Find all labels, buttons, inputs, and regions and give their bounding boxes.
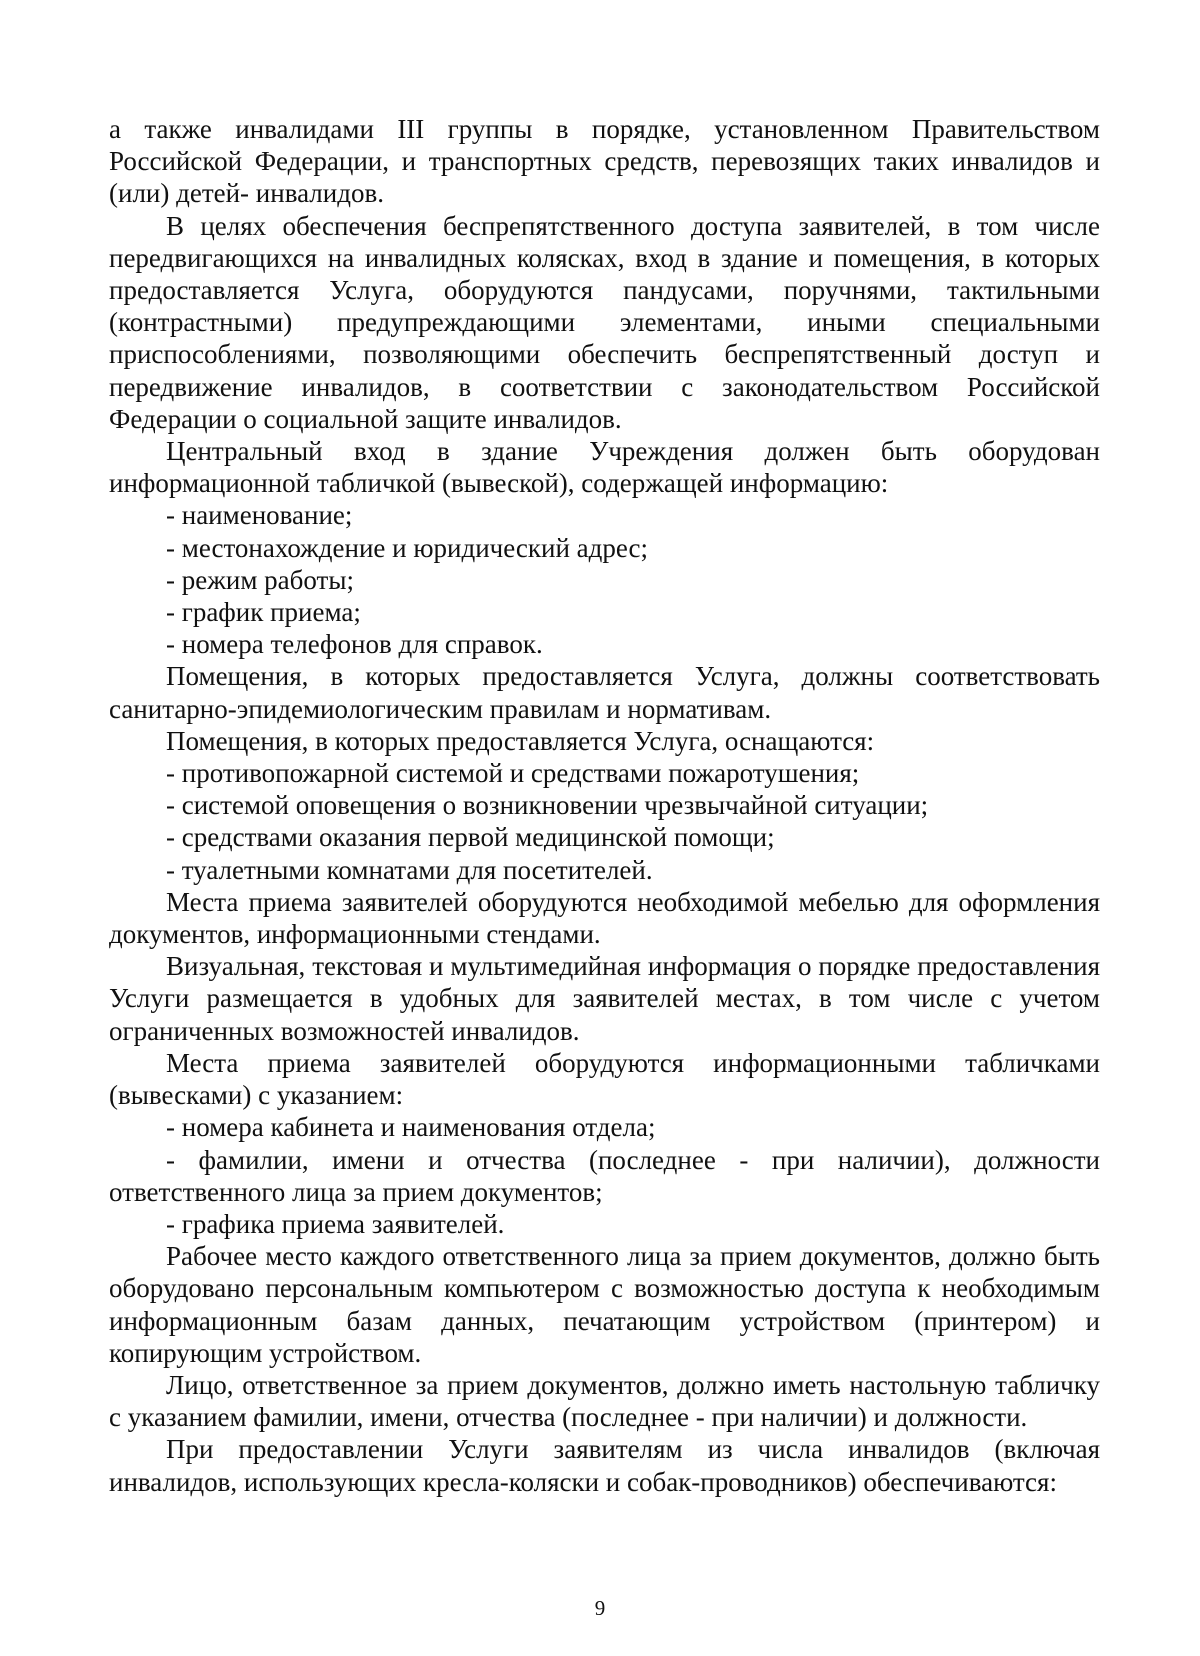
paragraph-furniture: Места приема заявителей оборудуются необходимой мебелью для оформления документов, информационными стендами. bbox=[109, 886, 1100, 950]
list-item: - фамилии, имени и отчества (последнее - при наличии), должности ответственного лица за прием документов; bbox=[109, 1144, 1100, 1207]
page-number: 9 bbox=[594, 1596, 606, 1620]
list-item: - системой оповещения о возникновении чрезвычайной ситуации; bbox=[166, 790, 929, 821]
paragraph-desk-sign: Лицо, ответственное за прием документов, должно иметь настольную табличку с указанием фамилии, имени, отчества (последнее - при наличии) и должности. bbox=[109, 1369, 1100, 1433]
paragraph-disabled-services: При предоставлении Услуги заявителям из числа инвалидов (включая инвалидов, использующих кресла-коляски и собак-проводников) обеспечиваются: bbox=[109, 1434, 1100, 1497]
paragraph-information: Визуальная, текстовая и мультимедийная информация о порядке предоставления Услуги размещается в удобных для заявителей местах, в том числе с учетом ограниченных возможностей инвалидов. bbox=[109, 951, 1100, 1046]
paragraph-accessibility: В целях обеспечения беспрепятственного доступа заявителей, в том числе передвигающихся на инвалидных колясках, вход в здание и помещения, в которых предоставляется Услуга, оборудуются пандусами, поручнями, тактильными (контрастными) предупреждающими элементами, иными специальными приспособлениями, позволяющими обеспечить беспрепятственный доступ и передвижение инвалидов, в соответствии с законодательством Российской Федерации о социальной защите инвалидов. bbox=[109, 210, 1100, 434]
list-item: - местонахождение и юридический адрес; bbox=[166, 532, 649, 563]
paragraph-workplace: Рабочее место каждого ответственного лица за прием документов, должно быть оборудовано персональным компьютером с возможностью доступа к необходимым информационным базам данных, печатающим устройством (принтером) и копирующим устройством. bbox=[109, 1241, 1100, 1368]
list-item: - средствами оказания первой медицинской помощи; bbox=[166, 822, 775, 853]
list-item: - туалетными комнатами для посетителей. bbox=[166, 854, 653, 885]
list-item: - наименование; bbox=[166, 500, 353, 531]
list-item: - номера кабинета и наименования отдела; bbox=[166, 1112, 656, 1143]
paragraph-sanitary: Помещения, в которых предоставляется Услуга, должны соответствовать санитарно-эпидемиологическим правилам и нормативам. bbox=[109, 661, 1100, 724]
paragraph-continuation: а также инвалидами III группы в порядке, установленном Правительством Российской Федерации, и транспортных средств, перевозящих таких инвалидов и (или) детей- инвалидов. bbox=[109, 114, 1100, 209]
list-item: - номера телефонов для справок. bbox=[166, 629, 543, 660]
list-item: - графика приема заявителей. bbox=[166, 1208, 505, 1239]
list-item: - режим работы; bbox=[166, 564, 354, 595]
document-body bbox=[109, 113, 1100, 1498]
list-item: - противопожарной системой и средствами пожаротушения; bbox=[166, 758, 860, 789]
list-item: - график приема; bbox=[166, 597, 361, 628]
paragraph-entrance-sign: Центральный вход в здание Учреждения должен быть оборудован информационной табличкой (вывеской), содержащей информацию: bbox=[109, 436, 1100, 499]
paragraph-equipment: Помещения, в которых предоставляется Услуга, оснащаются: bbox=[166, 725, 875, 756]
paragraph-signs: Места приема заявителей оборудуются информационными табличками (вывесками) с указанием: bbox=[109, 1047, 1100, 1111]
